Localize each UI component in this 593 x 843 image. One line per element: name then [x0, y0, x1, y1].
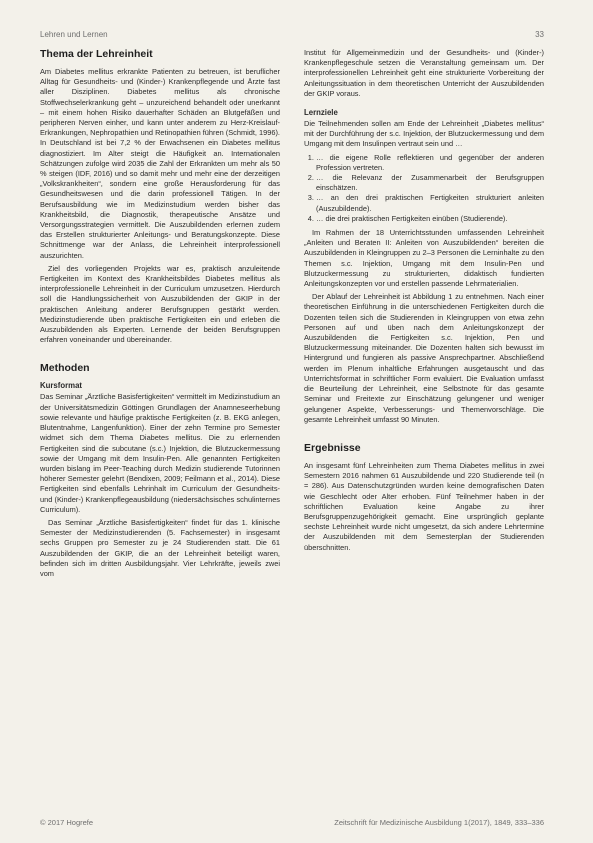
header-section-label: Lehren und Lernen	[40, 30, 108, 39]
paragraph: Am Diabetes mellitus erkrankte Patienten zu betreuen, ist beruflicher Alltag für Gesundheits- und (Kinder-) Krankenpflegende und Ärzte fast aller Disziplinen. Diabetes mellitus als chronische Stoffwechselerkrankung geht – unzureichend behandelt oder unerkannt – mit einem hohen Risiko dauerhafter Schäden an Blutgefäßen und peripheren Nerven einher, und kann unter anderem zu Herz-Kreislauf-Erkrankungen, Nephropathien und Retinopathien führen (Schmidt, 1996). In Deutschland ist bei 7,2 % der Erwachsenen ein Diabetes mellitus diagnostiziert. Im Alter steigt die Häufigkeit an. Internationalen Schätzungen zufolge wird 2035 die Zahl der Erkrankten um mehr als 50 % steigen (IDF, 2016) und so damit mehr und mehr eine der derzeitigen „Volkskrankheiten“, sondern eine große Herausforderung für das Gesundheitswesen und die darin professionell Tätigen. In der Berufsausbildung wie im Medizinstudium werden bisher das Krankheitsbild, die Diagnostik, therapeutische Ansätze und Versorgungsstrategien vermittelt. Die Auszubildenden erlernen zudem das Erstellen strukturierter Anleitungs- und Beratungskonzepte. Diese Schnittmenge war der Anlass, die Lehreinheit interprofessionell auszurichten.	[40, 67, 280, 260]
running-header	[40, 30, 544, 44]
page-footer	[40, 818, 544, 830]
paragraph: Die Teilnehmenden sollen am Ende der Lehreinheit „Diabetes mellitus“ mit der Durchführung der s.c. Injektion, der Blutzuckermessung und dem Umgang mit dem Insulinpen vertraut sein und …	[304, 119, 544, 149]
footer-copyright: © 2017 Hogrefe	[40, 818, 94, 827]
left-column	[40, 48, 280, 582]
subsection-title-course-format: Kursformat	[40, 381, 83, 391]
subsection-title-goals: Lernziele	[304, 108, 338, 118]
section-title-topic: Thema der Lehreinheit	[40, 48, 153, 60]
paragraph: Das Seminar „Ärztliche Basisfertigkeiten“ findet für das 1. klinische Semester der Medizinstudierenden (5. Fachsemester) in insgesamt sechs Gruppen pro Semester zu je 24 Studierenden statt. Die 61 Auszubildenden der GKIP, die an der Lehreinheit beteiligt waren, befinden sich im dritten Ausbildungsjahr. Vier Lehrkräfte, jeweils zwei vom	[40, 517, 280, 578]
goals-list	[304, 153, 544, 224]
right-column	[304, 48, 544, 556]
paragraph: Das Seminar „Ärztliche Basisfertigkeiten“ vermittelt im Medizinstudium an der Universitätsmedizin Göttingen Grundlagen der Anamneseerhebung sowie relevante und häufige praktische Fertigkeiten (z. B. EKG anlegen, Blutentnahme, Langenfunktion). Einer der zehn Termine pro Semester widmet sich dem Thema Diabetes mellitus. Die zu erlernenden Fertigkeiten sind die subcutane (s.c.) Injektion, die Blutzuckermessung sowie der Umgang mit dem Insulin-Pen. Alle genannten Fertigkeiten wurden bislang im Peer-Teaching durch Medizin studierende Tutorinnen höherer Semester gelehrt (Bendixen, 2009; Feilmann et al., 2014). Diese Fertigkeiten sind ebenfalls Lehrinhalt im Curriculum der Gesundheits- und (Kinder-) Krankenpflegeausbildung (niedersächsisches schulinternes Curriculum).	[40, 392, 280, 514]
list-item: 1. … die eigene Rolle reflektieren und gegenüber der anderen Profession vertreten.	[316, 153, 544, 173]
list-item: 4. … die drei praktischen Fertigkeiten einüben (Studierende).	[316, 214, 544, 224]
header-page-number: 33	[535, 30, 544, 39]
list-item: 2. … die Relevanz der Zusammenarbeit der Berufsgruppen einschätzen.	[316, 173, 544, 193]
footer-citation: Zeitschrift für Medizinische Ausbildung 1(2017), 1849, 333–336	[334, 818, 544, 827]
paragraph: An insgesamt fünf Lehreinheiten zum Thema Diabetes mellitus in zwei Semestern 2016 nahmen 61 Auszubildende und 220 Studierende teil (n = 286). Aus Datenschutzgründen wurden keine demografischen Daten wie Geschlecht oder Alter erhoben. Fünf Teilnehmer haben in der schriftlichen Evaluation keine Angabe zu ihrer Berufsgruppenzugehörigkeit gemacht. Eine ursprünglich geplante sechste Lehreinheit wurde nicht umgesetzt, da sich andere Lehrtermine der Auszubildenden mit dem Semesterplan der Studierenden überschnitten.	[304, 460, 544, 552]
paragraph: Der Ablauf der Lehreinheit ist Abbildung 1 zu entnehmen. Nach einer theoretischen Einführung in die unterschiedenen Fertigkeiten durch die Dozenten teilen sich die Studierenden in Kleingruppen von etwa zehn Personen auf und üben nach dem Anleitungskonzept der Auszubildenden die Fertigkeiten s.c. Injektion, Pen und Blutzuckermessung miteinander. Die Dozenten halten sich bewusst im Hintergrund und fungieren als passive Ansprechpartner. Abschließend werden im Plenum inhaltliche Erfahrungen ausgetauscht und das Unterrichtsformat in schriftlicher Form evaluiert. Die Evaluation umfasst die Beurteilung der Lehreinheit, eine Selbstnote für das gesamte Seminar und Freitexte zur Einschätzung gelungener und weniger gelungener Aspekte, Verbesserungs- und Themenvorschläge. Die gesamte Lehreinheit umfasst 90 Minuten.	[304, 292, 544, 424]
paragraph: Ziel des vorliegenden Projekts war es, praktisch anzuleitende Fertigkeiten im Kontext des Krankheitsbildes Diabetes mellitus als interprofessionelle Lehreinheit in der Curriculum umzusetzen. Hierdurch soll die Handlungssicherheit von Auszubildenden der GKIP in der praktischen Anleitung anderer Berufsgruppen gestärkt werden. Medizinstudierende üben praktische Fertigkeiten ein und erleben die Auszubildenden als Experten. Lernende der beiden Berufsgruppen erfahren voneinander und übereinander.	[40, 263, 280, 345]
list-item: 3. … an den drei praktischen Fertigkeiten strukturiert anleiten (Auszubildende).	[316, 193, 544, 213]
section-title-methods: Methoden	[40, 362, 90, 375]
section-title-results: Ergebnisse	[304, 441, 361, 454]
paragraph: Institut für Allgemeinmedizin und der Gesundheits- und (Kinder-) Krankenpflegeschule setzen die Veranstaltung gemeinsam um. Der interprofessionellen Lehreinheit geht eine strukturierte Vorbereitung der Anleitungssituation in dem theoretischen Unterricht der Auszubildenden der GKIP voraus.	[304, 48, 544, 98]
paragraph: Im Rahmen der 18 Unterrichtsstunden umfassenden Lehreinheit „Anleiten und Beraten II: Anleiten von Auszubildenden“ bereiten die Auszubildenden in Kleingruppen zu 2–3 Personen die Lerninhalte zu den Themen s.c. Injektion, Umgang mit dem Insulin-Pen und Blutzuckermessung zu strukturierten, didaktisch fundierten Anleitungskonzepten vor und erstellen passende Lehrmaterialien.	[304, 228, 544, 289]
